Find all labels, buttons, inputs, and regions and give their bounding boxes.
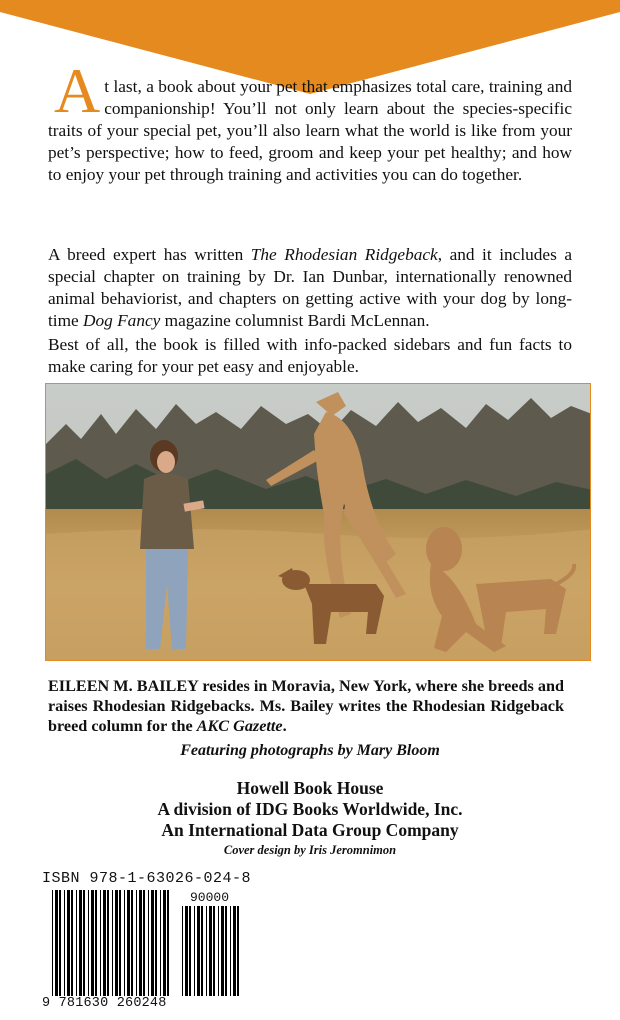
gazette-name: AKC Gazette [196,717,283,735]
barcode-bar [88,890,89,996]
drop-cap-letter: A [54,55,101,126]
barcode-bar [119,890,121,996]
barcode-bar [221,906,224,996]
barcode-bar [182,906,183,996]
barcode-bar [237,906,239,996]
barcode-bar [83,890,85,996]
barcode-bar [95,890,97,996]
barcode-bar [230,906,231,996]
magazine-name: Dog Fancy [83,311,161,330]
author-bio-text: EILEEN M. BAILEY resides in Moravia, New York, where she breeds and raises Rhodesian Ridgebacks. Ms. Bailey writes the Rhodesian Ridgeback breed column for the [48,677,564,735]
barcode-bar [151,890,154,996]
author-bio [48,676,564,736]
barcode-bar [107,890,109,996]
barcode-bar [55,890,58,996]
breed-paragraph [48,244,572,332]
barcode-bar [91,890,94,996]
barcode-ean-digits: 9 781630 260248 [42,996,167,1011]
barcode-bar [225,906,227,996]
barcode-bar [103,890,106,996]
barcode-bar [163,890,166,996]
barcode-addon-digits: 90000 [190,890,230,905]
publisher-line-1: Howell Book House [236,778,384,798]
barcode-bar [201,906,203,996]
barcode-bar [185,906,188,996]
cover-design-credit: Cover design by Iris Jeromnimon [223,843,397,857]
barcode-bar [76,890,77,996]
publisher-line-2: A division of IDG Books Worldwide, Inc. [157,799,463,819]
barcode-bar [194,906,195,996]
barcode-bar [160,890,161,996]
barcode-bar [112,890,113,996]
barcode-bar [71,890,73,996]
barcode-bar [148,890,149,996]
barcode-bar [213,906,215,996]
barcode-bar [124,890,125,996]
isbn-text: ISBN 978-1-63026-024-8 [42,870,252,887]
breed-text-1: A breed expert has written [48,245,251,264]
barcode-bar [139,890,142,996]
barcode-bar [67,890,70,996]
barcode-bar [59,890,61,996]
barcode-bar [197,906,200,996]
book-title: The Rhodesian Ridgeback [250,245,438,264]
intro-paragraph [48,55,572,186]
barcode-bar [233,906,236,996]
barcode-bar [155,890,157,996]
barcode-bar [209,906,212,996]
photo-credit: Featuring photographs by Mary Bloom [180,742,440,759]
barcode [42,886,246,1014]
barcode-bar [167,890,169,996]
barcode-bar [127,890,130,996]
publisher-line-3: An International Data Group Company [161,820,459,840]
barcode-bar [79,890,82,996]
barcode-bar [131,890,133,996]
barcode-bar [100,890,101,996]
barcode-bar [64,890,65,996]
breed-text-3: magazine columnist Bardi McLennan. [160,311,430,330]
barcode-bar [206,906,207,996]
intro-text: t last, a book about your pet that emphasizes total care, training and companionship! You’ll not only learn about the species-specific traits of your special pet, you’ll also learn what the world is like from your pet’s perspective; how to feed, groom and keep your pet healthy; and how to enjoy your pet through training and activities you can do together. [48,77,572,184]
publisher-block [0,778,620,841]
barcode-bar [143,890,145,996]
barcode-bar [52,890,53,996]
barcode-bar [218,906,219,996]
barcode-bar [189,906,191,996]
barcode-bar [136,890,137,996]
best-of-all-paragraph: Best of all, the book is filled with info-packed sidebars and fun facts to make caring for your pet easy and enjoyable. [48,335,572,376]
barcode-bar [115,890,118,996]
author-bio-end: . [282,717,287,735]
cover-photo-dogs-jumping [45,383,591,661]
breed-text-2: , and it includes a special chapter on training by Dr. Ian Dunbar, internationally renowned animal behaviorist, and chapters on getting active with your dog by long-time [48,245,573,330]
